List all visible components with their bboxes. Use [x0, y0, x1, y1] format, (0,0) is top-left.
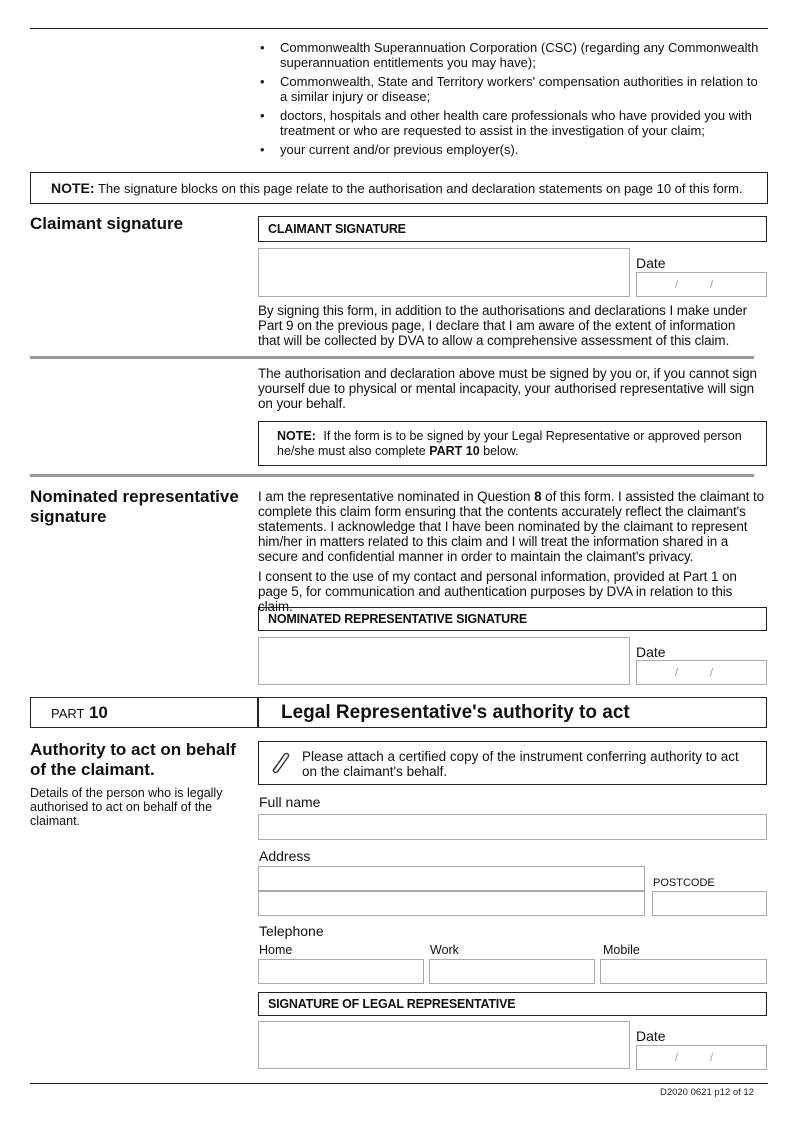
footer-form-code: D2020 0621 p12 of 12 [659, 1087, 754, 1098]
authority-title: Authority to act on behalf of the claimant. [30, 740, 236, 779]
signature-note-box [30, 172, 768, 204]
top-rule [30, 28, 768, 29]
postcode-label: POSTCODE [653, 877, 715, 889]
home-phone-label: Home [259, 943, 293, 957]
list-item: • Commonwealth, State and Territory workers' compensation authorities in relation to a similar injury or disease; [258, 74, 768, 104]
legal-representative-signature-field[interactable] [258, 1021, 630, 1069]
attach-note-box [258, 741, 767, 785]
authority-description: Details of the person who is legally authorised to act on behalf of the claimant. [30, 786, 223, 828]
statement-text: of this form. I assisted the claimant to complete this claim form ensuring that the contents accurately reflect the claimant's statements. I acknowledge that I have been nominated by the claimant to represent him/her in matters related to this claim and I will treat the information shared in a secure and confidential manner in order to maintain the claimant's privacy. [258, 489, 764, 564]
nominated-signature-field[interactable] [258, 637, 630, 685]
note-text: The signature blocks on this page relate to the authorisation and declaration statements on page 10 of this form. [97, 181, 743, 196]
claimant-signature-title: Claimant signature [30, 214, 184, 233]
nominated-date-field[interactable] [636, 660, 767, 685]
note-label: NOTE: [277, 429, 316, 443]
section-divider [30, 474, 754, 477]
part-number: 10 [88, 703, 108, 722]
legal-date-label: Date [636, 1028, 666, 1044]
claimant-date-field[interactable] [636, 272, 767, 297]
footer-rule [30, 1083, 768, 1084]
date-separator: / [675, 1052, 679, 1064]
mobile-phone-label: Mobile [603, 943, 640, 957]
authorisation-text: The authorisation and declaration above must be signed by you or, if you cannot sign yourself due to physical or mental incapacity, your authorised representative will sign on your behalf. [258, 366, 757, 411]
legal-representative-note-box [258, 421, 767, 466]
claimant-signature-field[interactable] [258, 248, 630, 297]
claimant-signature-bar: CLAIMANT SIGNATURE [258, 216, 767, 242]
mobile-phone-field[interactable] [600, 959, 767, 984]
date-separator: / [675, 667, 679, 679]
home-phone-field[interactable] [258, 959, 424, 984]
address-label: Address [259, 848, 311, 864]
part-word: PART [51, 706, 85, 721]
telephone-label: Telephone [259, 923, 324, 939]
claimant-declaration-text: By signing this form, in addition to the authorisations and declarations I make under Part 9 on the previous page, I declare that I am aware of the extent of information that will be collected by DVA to allow a comprehensive assessment of this claim. [258, 303, 748, 348]
full-name-field[interactable] [258, 814, 767, 840]
legal-date-field[interactable] [636, 1045, 767, 1070]
date-separator: / [710, 667, 714, 679]
date-separator: / [675, 279, 679, 291]
address-line-2-field[interactable] [258, 891, 645, 916]
claimant-date-label: Date [636, 255, 666, 271]
note-text: If the form is to be signed by your Legal Representative or approved person he/she must also complete [277, 429, 742, 458]
part-heading: Legal Representative's authority to act [258, 697, 767, 728]
section-divider [30, 356, 754, 359]
list-item: • Commonwealth Superannuation Corporation (CSC) (regarding any Commonwealth superannuation entitlements you may have); [258, 40, 768, 70]
part-number-box [30, 697, 258, 728]
statement-text: I am the representative nominated in Question [258, 489, 531, 504]
work-phone-field[interactable] [429, 959, 595, 984]
nominated-date-label: Date [636, 644, 666, 660]
note-label: NOTE: [51, 180, 95, 196]
note-text-end: below. [483, 444, 519, 458]
postcode-field[interactable] [652, 891, 767, 916]
list-item: • your current and/or previous employer(s). [258, 142, 768, 157]
address-line-1-field[interactable] [258, 866, 645, 891]
nominated-signature-bar: NOMINATED REPRESENTATIVE SIGNATURE [258, 607, 767, 631]
note-part-reference: PART 10 [429, 444, 480, 458]
list-item: • doctors, hospitals and other health care professionals who have provided you with treatment or who are requested to assist in the investigation of your claim; [258, 108, 768, 138]
full-name-label: Full name [259, 794, 321, 810]
date-separator: / [710, 1052, 714, 1064]
consent-text: I consent to the use of my contact and personal information, provided at Part 1 on page 5, for communication and authentication purposes by DVA in relation to this claim. [258, 569, 737, 614]
attach-note-text: Please attach a certified copy of the instrument conferring authority to act on the claimant's behalf. [302, 749, 739, 779]
paperclip-icon [268, 749, 292, 777]
date-separator: / [710, 279, 714, 291]
work-phone-label: Work [430, 943, 459, 957]
legal-representative-signature-bar: SIGNATURE OF LEGAL REPRESENTATIVE [258, 992, 767, 1016]
nominated-representative-title: Nominated representative signature [30, 487, 239, 526]
question-number: 8 [534, 489, 542, 504]
nominated-representative-statement [258, 489, 768, 564]
disclosure-bullet-list [258, 40, 768, 161]
